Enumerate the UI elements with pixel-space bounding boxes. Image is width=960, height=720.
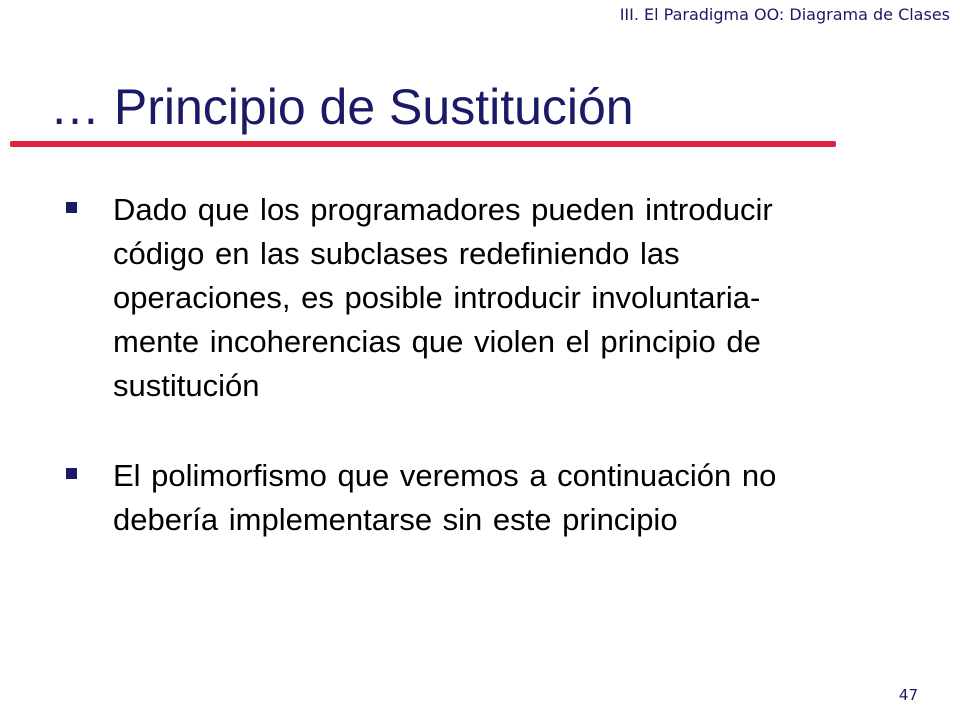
square-bullet-icon [66, 202, 77, 213]
bullet-line: debería implementarse sin este principio [113, 502, 678, 537]
bullet-line: Dado que los programadores pueden introducir [113, 192, 773, 227]
bullet-line: operaciones, es posible introducir involuntaria- [113, 280, 761, 315]
bullet-item [60, 454, 900, 542]
bullet-line: sustitución [113, 368, 260, 403]
square-bullet-icon [66, 468, 77, 479]
title-underline [10, 141, 836, 147]
bullet-item [60, 188, 900, 408]
bullet-line: El polimorfismo que veremos a continuación no [113, 458, 777, 493]
bullet-line: código en las subclases redefiniendo las [113, 236, 680, 271]
slide-title: … Principio de Sustitución [50, 79, 634, 135]
bullet-line: mente incoherencias que violen el principio de [113, 324, 761, 359]
page-number: 47 [898, 686, 918, 704]
section-header: III. El Paradigma OO: Diagrama de Clases [619, 5, 950, 24]
bullet-list [60, 188, 900, 588]
